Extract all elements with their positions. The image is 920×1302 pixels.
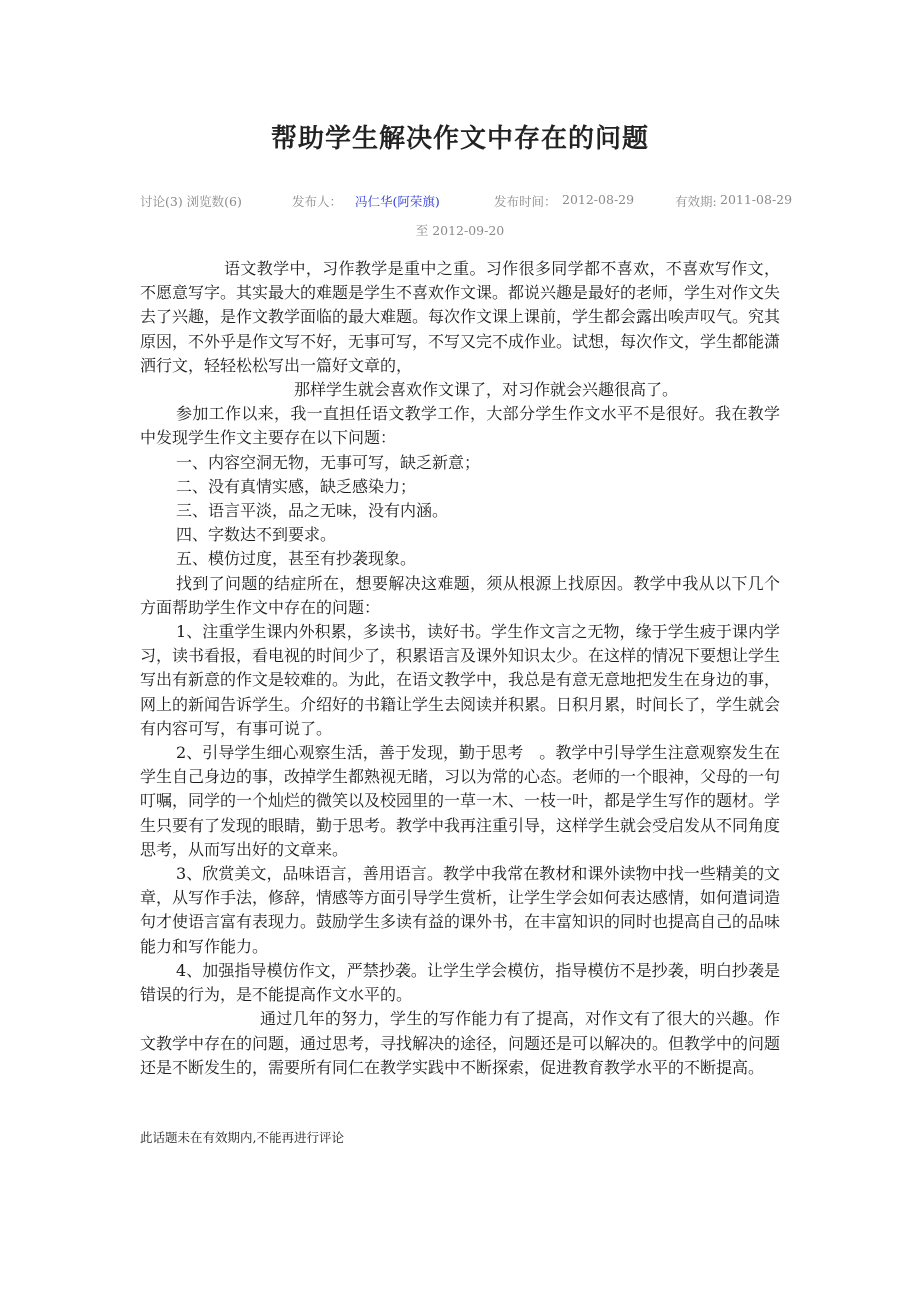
method-item: 2、引导学生细心观察生活，善于发现，勤于思考 。教学中引导学生注意观察发生在学生自己身边的事，改掉学生都熟视无睹，习以为常的心态。老师的一个眼神，父母的一句叮嘱，同学的一个灿烂的微笑以及校园里的一草一木、一枝一叶，都是学生写作的题材。学生只要有了发现的眼睛，勤于思考。教学中我再注重引导，这样学生就会受启发从不同角度思考，从而写出好的文章来。 <box>140 743 781 859</box>
problem-item: 四、字数达不到要求。 <box>176 525 337 545</box>
publish-time-value: 2012-08-29 <box>562 192 635 207</box>
paragraph-background: 参加工作以来，我一直担任语文教学工作，大部分学生作文水平不是很好。我在教学中发现学生作文主要存在以下问题： <box>140 404 780 448</box>
method-item: 3、欣赏美文，品味语言，善用语言。教学中我常在教材和课外读物中找一些精美的文章，从写作手法，修辞，情感等方面引导学生赏析，让学生学会如何表达感情，如何遣词造句才使语言富有表现力。鼓励学生多读有益的课外书，在丰富知识的同时也提高自己的品味能力和写作能力。 <box>140 864 781 956</box>
problem-item: 三、语言平淡，品之无味，没有内涵。 <box>176 501 449 521</box>
paragraph-conclusion: 通过几年的努力，学生的写作能力有了提高，对作文有了很大的兴趣。作文教学中存在的问题，通过思考，寻找解决的途径，问题还是可以解决的。但教学中的问题还是不断发生的，需要所有同仁在教学实践中不断探索，促进教育教学水平的不断提高。 <box>140 1009 781 1077</box>
method-item: 4、加强指导模仿作文，严禁抄袭。让学生学会模仿，指导模仿不是抄袭，明白抄袭是错误的行为，是不能提高作文水平的。 <box>140 960 780 1005</box>
article-body <box>140 257 780 1080</box>
problem-item: 二、没有真情实感，缺乏感染力； <box>176 476 417 496</box>
problem-item: 一、内容空洞无物，无事可写，缺乏新意； <box>176 452 481 472</box>
page-title: 帮助学生解决作文中存在的问题 <box>270 124 649 154</box>
author-link[interactable]: 冯仁华(阿荣旗) <box>355 194 440 209</box>
problem-item: 五、模仿过度，甚至有抄袭现象。 <box>176 549 417 569</box>
paragraph-transition: 找到了问题的结症所在，想要解决这难题，须从根源上找原因。教学中我从以下几个方面帮助学生作文中存在的问题： <box>140 573 780 617</box>
paragraph-intro-tail: 那样学生就会喜欢作文课了，对习作就会兴趣很高了。 <box>293 380 678 400</box>
publish-time-label: 发布时间： <box>494 194 557 209</box>
comment-closed-notice: 此话题未在有效期内,不能再进行评论 <box>140 1130 344 1145</box>
valid-period-end: 至 2012-09-20 <box>415 223 505 238</box>
valid-period-start: 2011-08-29 <box>720 192 793 207</box>
author-label: 发布人： <box>292 194 343 209</box>
paragraph-intro: 语文教学中，习作教学是重中之重。习作很多同学都不喜欢，不喜欢写作文，不愿意写字。其实最大的难题是学生不喜欢作文课。都说兴趣是最好的老师，学生对作文失去了兴趣，是作文教学面临的最大难题。每次作文课上课前，学生都会露出唉声叹气。究其原因，不外乎是作文写不好，无事可写，不写又完不成作业。试想，每次作文，学生都能潇洒行文，轻轻松松写出一篇好文章的， <box>140 259 781 375</box>
method-item: 1、注重学生课内外积累，多读书，读好书。学生作文言之无物，缘于学生疲于课内学习，读书看报，看电视的时间少了，积累语言及课外知识太少。在这样的情况下要想让学生写出有新意的作文是较难的。为此，在语文教学中，我总是有意无意地把发生在身边的事，网上的新闻告诉学生。介绍好的书籍让学生去阅读并积累。日积月累，时间长了，学生就会有内容可写，有事可说了。 <box>140 622 781 738</box>
discussion-view-stats[interactable]: 讨论(3) 浏览数(6) <box>140 194 242 209</box>
valid-period-label: 有效期: <box>675 194 717 209</box>
